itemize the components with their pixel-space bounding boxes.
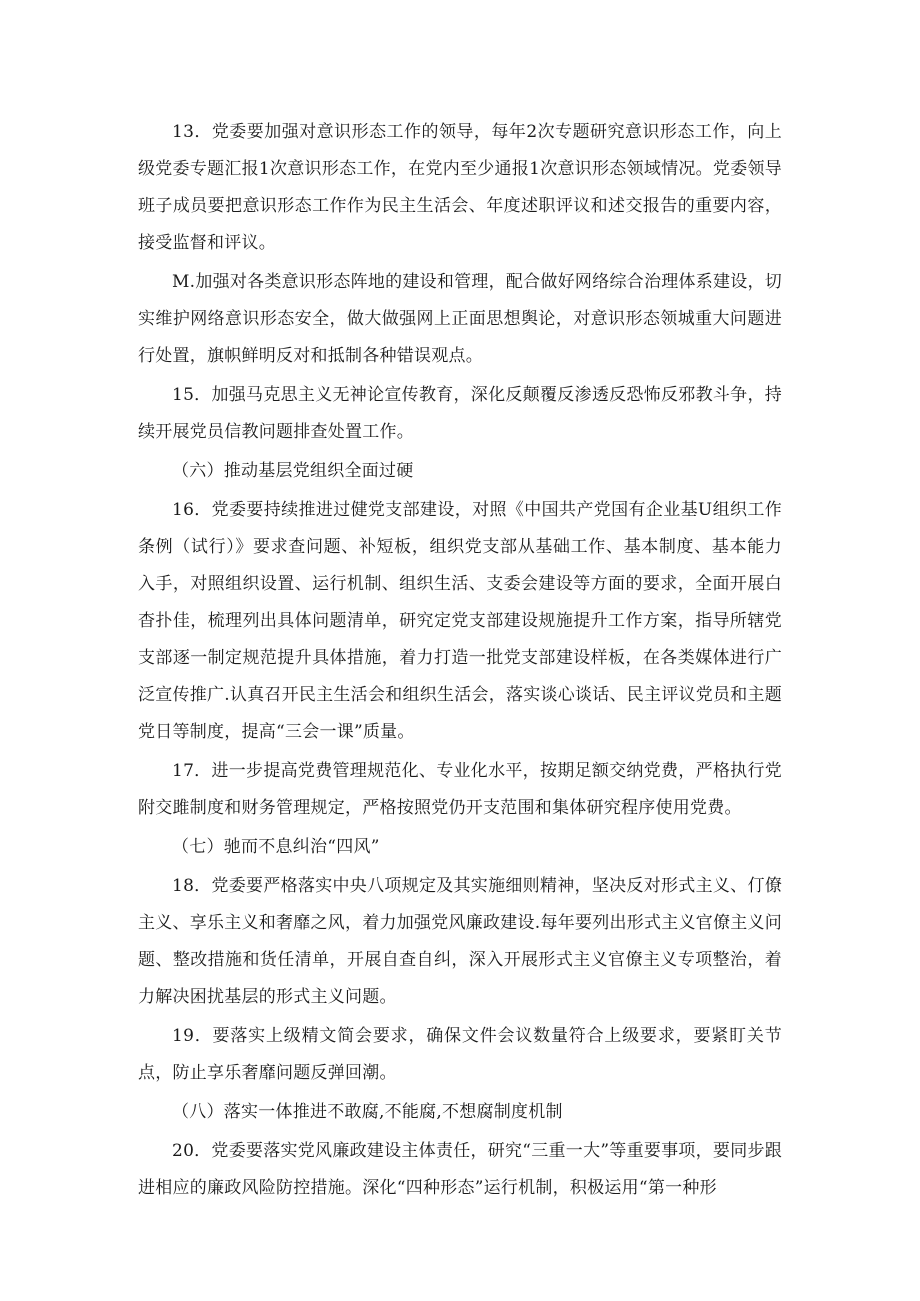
paragraph-16: 16．党委要持续推进过健党支部建设，对照《中国共产党国有企业基U组织工作条例（试行）》要求查问题、补短板，组织党支部从基础工作、基本制度、基本能力入手，对照组织设置、运行机制、组织生活、支委会建设等方面的要求，全面开展白杳扑佳，梳理列出具体问题清单，研究定党支部建设规施提升工作方案，指导所辖党支部逐一制定规范提升具体措施，着力打造一批党支部建设样板，在各类媒体进行广泛宣传推广.认真召开民主生活会和组织生活会，落实谈心谈话、民主评议党员和主题党日等制度，提高“三会一课”质量。 <box>138 500 782 742</box>
section-heading-6: （六）推动基层党组织全面过硬 <box>172 461 414 481</box>
section-heading-8: （八）落实一体推进不敢腐,不能腐,不想腐制度机制 <box>172 1102 563 1122</box>
paragraph-14: M.加强对各类意识形态阵地的建设和管理，配合做好网络综合治理体系建设，切实维护网络意识形态安全，做大做强网上正面思想舆论，对意识形态领城重大问题进行处置，旗帜鲜明反对和抵制各种错误观点。 <box>138 272 782 366</box>
paragraph-20: 20．党委要落实党风廉政建设主体责任，研究“三重一大”等重要事项，要同步跟进相应的廉政风险防控措施。深化“四种形态”运行机制，积极运用“第一种形 <box>138 1141 782 1198</box>
paragraph-19: 19．要落实上级精文简会要求，确保文件会议数量符合上级要求，要紧盯关节点，防止享乐奢靡问题反弹回潮。 <box>138 1026 782 1083</box>
paragraph-18: 18．党委要严格落实中央八项规定及其实施细则精神，坚决反对形式主义、仃僚主义、享乐主义和奢靡之风，着力加强党风廉政建设.每年要列出形式主义官僚主义问题、整改措施和货任清单，开展自查自纠，深入开展形式主义官僚主义专项整治，着力解决困扰基层的形式主义问题。 <box>138 876 782 1007</box>
section-heading-7: （七）驰而不息纠治“四风” <box>172 837 380 857</box>
paragraph-17: 17．进一步提高党费管理规范化、专业化水平，按期足额交纳党费，严格执行党附交雎制度和财务管理规定，严格按照党仍开支范围和集体研究程序使用党费。 <box>138 761 782 818</box>
paragraph-13: 13．党委要加强对意识形态工作的领导，每年2次专题研究意识形态工作，向上级党委专题汇报1次意识形态工作，在党内至少通报1次意识形态领域情况。党委领导班子成员要把意识形态工作作为民主生活会、年度述职评议和述交报告的重要内容，接受监督和评议。 <box>138 122 782 253</box>
paragraph-15: 15．加强马克思主义无神论宣传教育，深化反颠覆反渗透反恐怖反邪教斗争，持续开展党员信教问题排查处置工作。 <box>138 385 782 442</box>
